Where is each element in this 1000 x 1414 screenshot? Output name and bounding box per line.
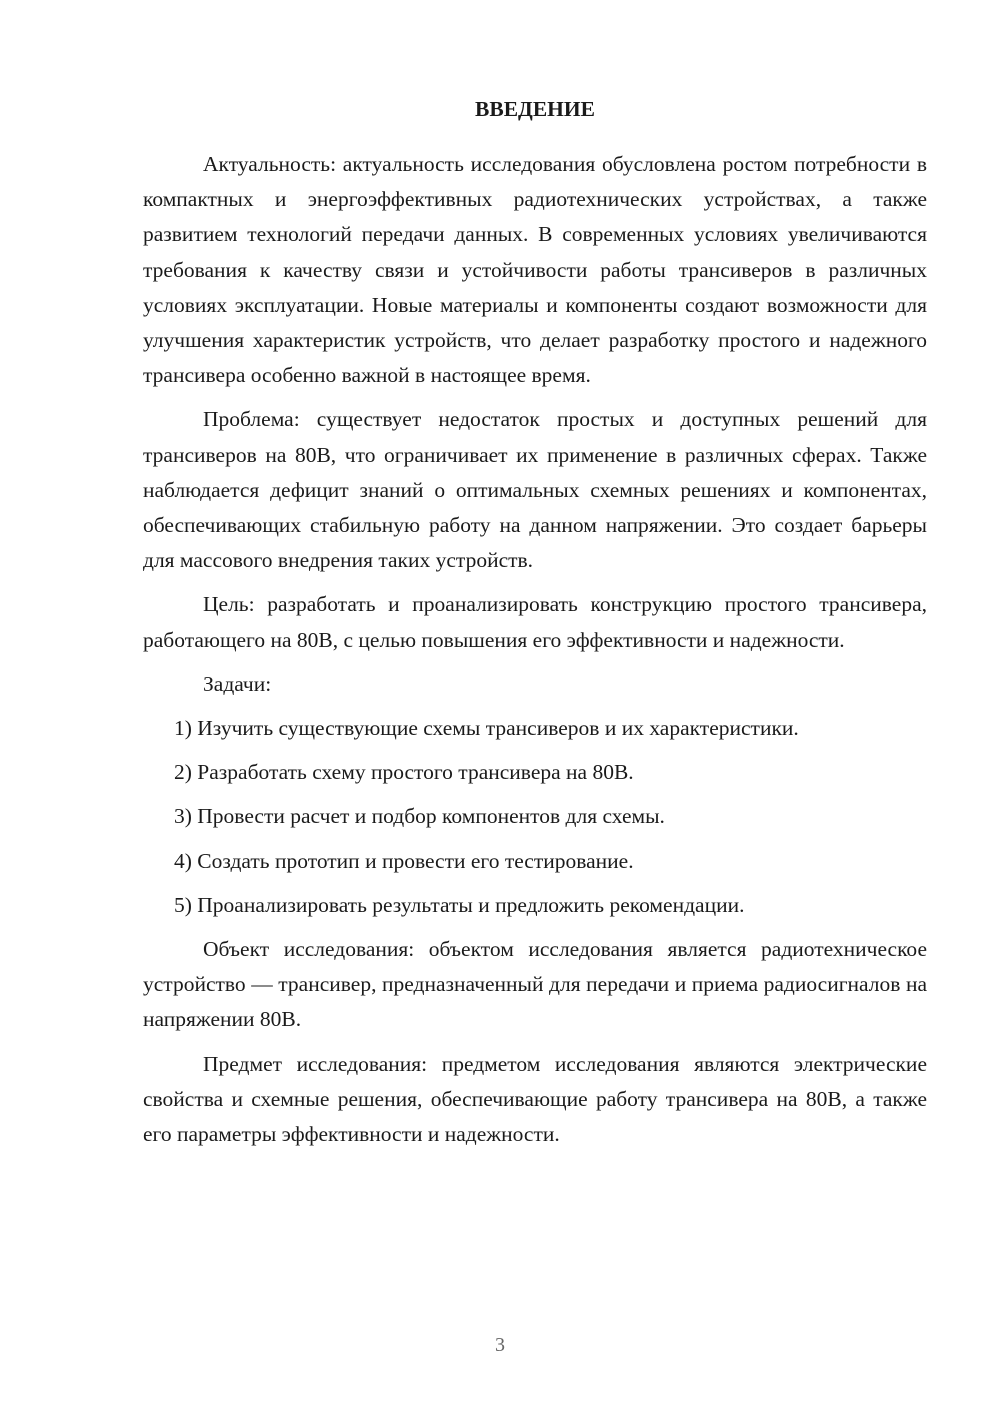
task-item: 5) Проанализировать результаты и предложить рекомендации. [174,892,745,917]
problem-paragraph: Проблема: существует недостаток простых и доступных решений для трансиверов на 80В, что ограничивает их применение в различных сферах. Также наблюдается дефицит знаний о оптимальных схемных решениях и компонентах, обеспечивающих стабильную работу на данном напряжении. Это создает барьеры для массового внедрения таких устройств. [143,407,927,573]
task-item: 1) Изучить существующие схемы трансиверов и их характеристики. [174,716,799,741]
task-item: 4) Создать прототип и провести его тестирование. [174,848,634,873]
subject-paragraph: Предмет исследования: предметом исследования являются электрические свойства и схемные решения, обеспечивающие работу трансивера на 80В, а также его параметры эффективности и надежности. [143,1051,927,1147]
section-heading: ВВЕДЕНИЕ [475,97,595,121]
goal-paragraph: Цель: разработать и проанализировать конструкцию простого трансивера, работающего на 80В, с целью повышения его эффективности и надежности. [143,592,927,652]
page-number: 3 [495,1334,505,1356]
task-item: 2) Разработать схему простого трансивера на 80В. [174,760,634,785]
task-item: 3) Провести расчет и подбор компонентов для схемы. [174,804,665,829]
tasks-label: Задачи: [203,671,272,696]
object-paragraph: Объект исследования: объектом исследования является радиотехническое устройство — трансивер, предназначенный для передачи и приема радиосигналов на напряжении 80В. [143,937,927,1032]
tasks-list [143,711,927,923]
document-page [143,92,927,1161]
relevance-paragraph: Актуальность: актуальность исследования обусловлена ростом потребности в компактных и энергоэффективных радиотехнических устройствах, а также развитием технологий передачи данных. В современных условиях увеличиваются требования к качеству связи и устойчивости работы трансиверов в различных условиях эксплуатации. Новые материалы и компоненты создают возможности для улучшения характеристик устройств, что делает разработку простого и надежного трансивера особенно важной в настоящее время. [143,152,927,388]
